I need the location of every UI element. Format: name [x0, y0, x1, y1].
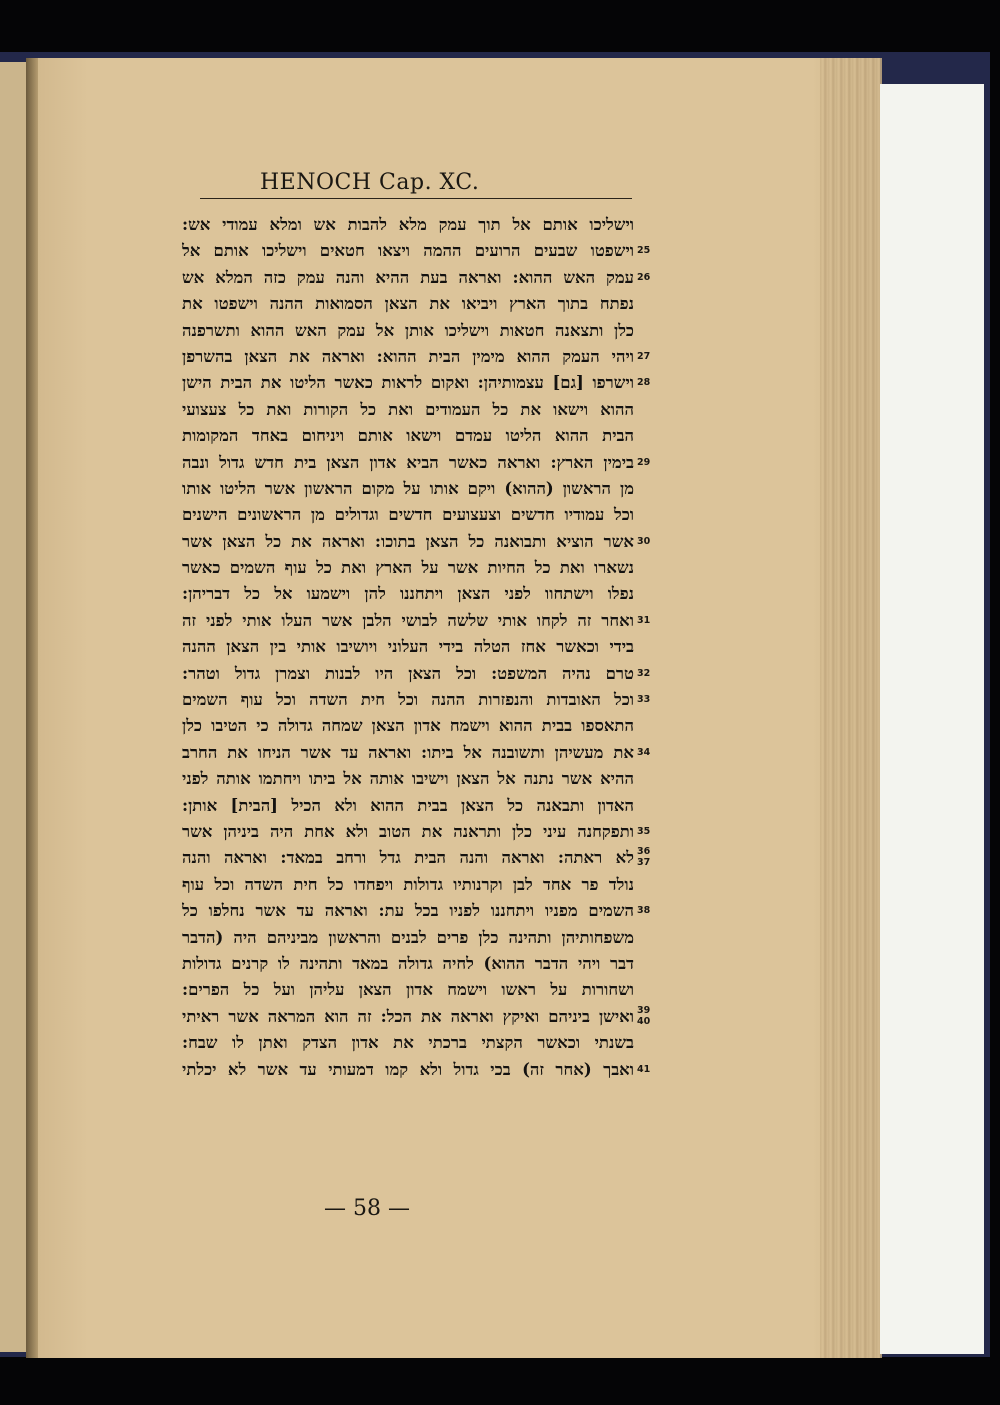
- verse-number: [637, 423, 661, 449]
- text-line: טרם נהיה המשפט: וכל הצאן היו לבנות וצמרן גדול וטהר:: [182, 663, 634, 683]
- verse-number: [637, 951, 661, 977]
- verse-number: [637, 555, 661, 581]
- text-line: משפחותיהן ותהינה כלן פרים לבנים והראשון מביניהם היה (הדבר: [182, 927, 634, 947]
- verse-number: [637, 977, 661, 1003]
- text-line: וישליכו אותם אל תוך עמק מלא להבות אש ומלא עמודי אש:: [182, 215, 634, 234]
- text-line: בידי וכאשר אחז הטלה בידי העלוני ויושיבו אותי בין הצאן ההנה: [182, 637, 634, 657]
- text-line: וכל האובדות והנפזרות ההנה וכל חית השדה וכל עוף השמים: [182, 690, 634, 710]
- page-stack-edge: [820, 58, 882, 1358]
- text-line: ואחר זה לקחו אותי שלשה לבושי הלבן אשר העלו אותי לפני זה: [182, 610, 634, 630]
- verse-number: [637, 793, 661, 819]
- text-line: ואישן ביניהם ואיקץ ואראה את הכל: זה הוא המראה אשר ראיתי: [182, 1006, 634, 1026]
- book-gutter: [26, 58, 38, 1358]
- verse-number: 35: [637, 825, 651, 837]
- header-rule: [200, 198, 632, 199]
- running-head: HENOCH Cap. XC.: [260, 170, 480, 195]
- text-line: בשנתי וכאשר הקצתי ברכתי את אדון הצדק ואתן לו שבח:: [182, 1033, 634, 1053]
- text-line: בימין הארץ: ואראה כאשר הביא אדון הצאן בית חדש גדול ונבה: [182, 452, 634, 472]
- verse-number: [637, 713, 661, 739]
- hebrew-text-block: [182, 212, 634, 1083]
- verse-number: [637, 581, 661, 607]
- text-line: ההיא אשר נתנה אל הצאן וישיבו אותה אל ביתו ויחתמו אותה לפני: [182, 769, 634, 789]
- verse-number: 30: [637, 535, 651, 547]
- facing-page-edge: [0, 62, 26, 1352]
- verse-number: 28: [637, 377, 651, 389]
- text-line: נשארו ואת כל החיות אשר על הארץ ואת כל עוף השמים כאשר: [182, 558, 634, 578]
- text-line: התאספו בבית ההוא וישמח אדון הצאן שמחה גדולה כי הטיבו כלן: [182, 716, 634, 736]
- verse-number: [637, 291, 661, 317]
- text-line: ושחורות על ראשו וישמח אדון הצאן עליהן ועל כל הפרים:: [182, 980, 634, 1000]
- verse-number-column: [637, 212, 661, 1083]
- page-number: — 58 —: [324, 1196, 410, 1221]
- verse-number: 26: [637, 271, 651, 283]
- text-line: כלן ותצאנה חטאות וישליכו אותן אל עמק האש ההוא ותשרפנה: [182, 320, 634, 340]
- text-line: נפלו וישתחוו לפני הצאן ויתחננו להן וישמעו אל כל דבריהן:: [182, 584, 634, 604]
- verse-number: 27: [637, 350, 651, 362]
- text-line: מן הראשון (ההוא) ויקם אותו על מקום הראשון אשר הליטו אותו: [182, 478, 634, 498]
- endpaper: [880, 84, 984, 1354]
- verse-number: [637, 318, 661, 344]
- verse-number: 31: [637, 614, 651, 626]
- text-line: השמים מפניו ויתחננו לפניו בכל עת: ואראה עד אשר נחלפו כל: [182, 901, 634, 921]
- text-line: הבית ההוא הליטו עמדם וישאו אותם ויניחום באחד המקומות: [182, 426, 634, 446]
- verse-number: [637, 925, 661, 951]
- text-line: את מעשיהן ותשובנה אל ביתו: ואראה עד אשר הניחו את החרב: [182, 742, 634, 762]
- verse-number: [637, 634, 661, 660]
- text-line: נפתח בתוך הארץ ויביאו את הצאן הסמואות ההנה וישפטו את: [182, 294, 634, 314]
- text-line: וכל עמודיו חדשים וצעצועים חדשים וגדולים מן הראשונים הישנים: [182, 505, 634, 525]
- verse-number: 25: [637, 245, 651, 257]
- text-line: האדון ותבאנה כל הצאן בבית ההוא ולא הכיל [הבית] אותן:: [182, 795, 634, 815]
- verse-number: 34: [637, 746, 651, 758]
- verse-number: [637, 766, 661, 792]
- verse-number: [637, 502, 661, 528]
- verse-number: 39 40: [637, 1004, 651, 1027]
- text-line: דבר ויהי הדבר ההוא) לחיה גדולה במאד ותהינה לו קרנים גדולות: [182, 953, 634, 973]
- text-line: עמק האש ההוא: ואראה בעת ההיא והנה עמק כזה המלא אש: [182, 267, 634, 287]
- text-line: נולד פר אחד לבן וקרנותיו גדולות ויפחדו כל חית השדה וכל עוף: [182, 874, 634, 894]
- verse-number: 33: [637, 694, 651, 706]
- verse-number: 36 37: [637, 846, 651, 869]
- text-line: לא ראתה: ואראה והנה הבית גדל ורחב במאד: ואראה והנה: [182, 848, 634, 868]
- verse-number: [637, 212, 661, 238]
- verse-number: [637, 872, 661, 898]
- verse-number: 32: [637, 667, 651, 679]
- verse-number: 38: [637, 905, 651, 917]
- text-line: ויהי העמק ההוא מימין הבית ההוא: ואראה את הצאן בהשרפן: [182, 346, 634, 366]
- verse-number: [637, 1030, 661, 1056]
- text-line: וישפטו שבעים הרועים ההמה ויצאו חטאים וישליכו אותם אל: [182, 241, 634, 261]
- text-line: ותפקחנה עיני כלן ותראנה את הטוב ולא אחת היה ביניהן אשר: [182, 821, 634, 841]
- text-line: ההוא וישאו את כל העמודים ואת כל הקורות ואת כל צעצועי: [182, 399, 634, 419]
- text-line: ואבך (אחר זה) בכי גדול ולא קמו דמעותי עד אשר לא יכלתי: [182, 1059, 634, 1079]
- verse-number: [637, 397, 661, 423]
- verse-number: 29: [637, 456, 651, 468]
- text-line: וישרפו [גם] עצמותיהן: ואקום לראות כאשר הליטו את הבית הישן: [182, 373, 634, 393]
- verse-number: [637, 476, 661, 502]
- text-line: אשר הוציא ותבואנה כל הצאן בתוכו: ואראה את כל הצאן אשר: [182, 531, 634, 551]
- verse-number: 41: [637, 1063, 651, 1075]
